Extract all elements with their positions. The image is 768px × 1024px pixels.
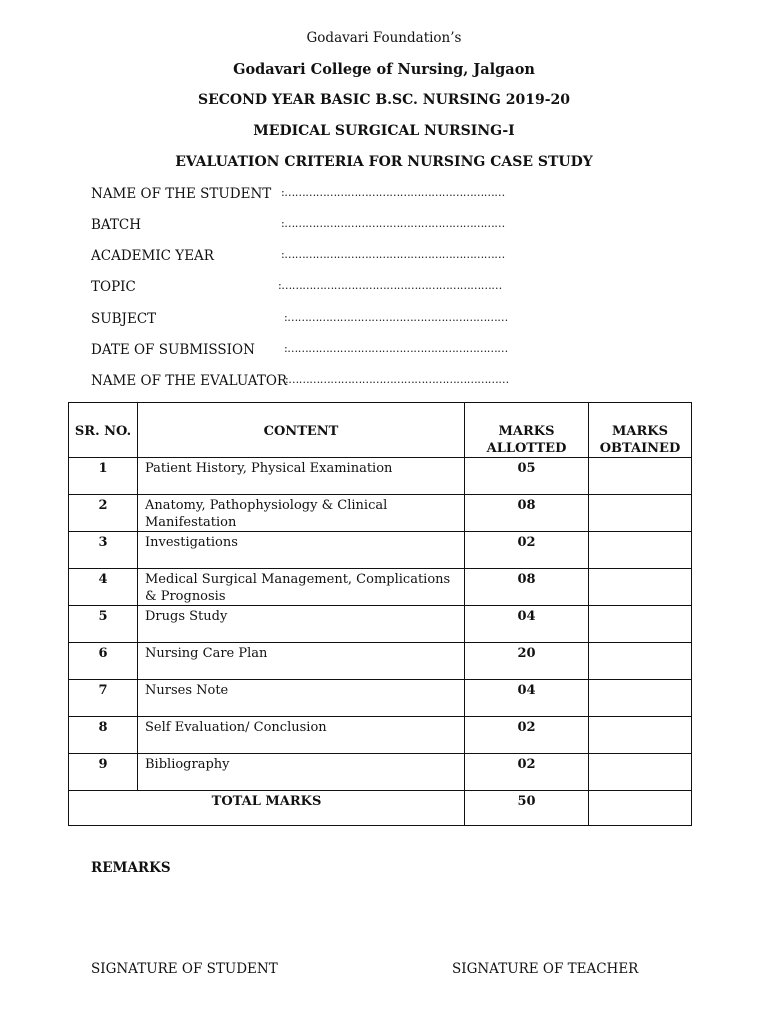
- table-row: [69, 495, 692, 532]
- row-content: Investigations: [138, 532, 465, 569]
- field-blank-line[interactable]: :………………………………………………………: [284, 311, 508, 324]
- row-sr-no: 4: [69, 569, 138, 606]
- row-marks-allotted: 05: [465, 458, 589, 495]
- header-sr-no: SR. NO.: [69, 403, 138, 458]
- row-marks-allotted: 08: [465, 569, 589, 606]
- field-blank-line[interactable]: :………………………………………………………: [281, 248, 505, 261]
- table-row: [69, 606, 692, 643]
- row-sr-no: 7: [69, 680, 138, 717]
- row-sr-no: 5: [69, 606, 138, 643]
- remarks-label: REMARKS: [91, 860, 171, 876]
- row-sr-no: 6: [69, 643, 138, 680]
- row-marks-allotted: 02: [465, 532, 589, 569]
- table-row: [69, 680, 692, 717]
- row-content: Nurses Note: [138, 680, 465, 717]
- field-label: NAME OF THE EVALUATOR: [91, 373, 288, 389]
- row-content: Nursing Care Plan: [138, 643, 465, 680]
- table-row: [69, 569, 692, 606]
- row-sr-no: 8: [69, 717, 138, 754]
- row-marks-obtained[interactable]: [589, 643, 692, 680]
- row-marks-obtained[interactable]: [589, 495, 692, 532]
- row-marks-obtained[interactable]: [589, 717, 692, 754]
- field-label: BATCH: [91, 217, 142, 233]
- row-sr-no: 1: [69, 458, 138, 495]
- row-content: Anatomy, Pathophysiology & Clinical Manifestation: [138, 495, 465, 532]
- field-blank-line[interactable]: :………………………………………………………: [285, 373, 509, 386]
- foundation-name: Godavari Foundation’s: [306, 30, 462, 46]
- table-row: [69, 717, 692, 754]
- row-marks-obtained[interactable]: [589, 458, 692, 495]
- subject-title: MEDICAL SURGICAL NURSING-I: [253, 123, 515, 139]
- table-row: [69, 643, 692, 680]
- row-marks-obtained[interactable]: [589, 569, 692, 606]
- field-blank-line[interactable]: :………………………………………………………: [278, 279, 502, 292]
- field-label: ACADEMIC YEAR: [91, 248, 214, 264]
- row-marks-allotted: 20: [465, 643, 589, 680]
- row-content: Medical Surgical Management, Complications & Prognosis: [138, 569, 465, 606]
- program-title: SECOND YEAR BASIC B.SC. NURSING 2019-20: [198, 92, 570, 108]
- total-row: [69, 791, 692, 826]
- evaluation-table: [68, 402, 692, 826]
- table-header-row: [69, 403, 692, 458]
- table-row: [69, 458, 692, 495]
- row-marks-obtained[interactable]: [589, 532, 692, 569]
- field-blank-line[interactable]: :………………………………………………………: [281, 217, 505, 230]
- row-content: Bibliography: [138, 754, 465, 791]
- row-marks-obtained[interactable]: [589, 754, 692, 791]
- row-marks-allotted: 04: [465, 680, 589, 717]
- field-label: TOPIC: [91, 279, 136, 295]
- table-row: [69, 532, 692, 569]
- header-marks-obtained: MARKS OBTAINED: [589, 403, 692, 458]
- form-title: EVALUATION CRITERIA FOR NURSING CASE STUDY: [175, 154, 593, 170]
- row-sr-no: 2: [69, 495, 138, 532]
- total-marks-obtained[interactable]: [589, 791, 692, 826]
- header-marks-allotted: MARKS ALLOTTED: [465, 403, 589, 458]
- total-marks-allotted: 50: [465, 791, 589, 826]
- table-row: [69, 754, 692, 791]
- row-sr-no: 3: [69, 532, 138, 569]
- college-name: Godavari College of Nursing, Jalgaon: [233, 61, 535, 78]
- total-label: TOTAL MARKS: [69, 791, 465, 826]
- row-content: Drugs Study: [138, 606, 465, 643]
- row-marks-allotted: 02: [465, 717, 589, 754]
- row-content: Patient History, Physical Examination: [138, 458, 465, 495]
- student-signature-label: SIGNATURE OF STUDENT: [91, 961, 278, 977]
- field-label: DATE OF SUBMISSION: [91, 342, 255, 358]
- field-blank-line[interactable]: :………………………………………………………: [281, 186, 505, 199]
- field-blank-line[interactable]: :………………………………………………………: [284, 342, 508, 355]
- header-content: CONTENT: [138, 403, 465, 458]
- field-label: NAME OF THE STUDENT: [91, 186, 272, 202]
- row-marks-allotted: 08: [465, 495, 589, 532]
- field-label: SUBJECT: [91, 311, 157, 327]
- row-marks-obtained[interactable]: [589, 606, 692, 643]
- row-content: Self Evaluation/ Conclusion: [138, 717, 465, 754]
- row-marks-allotted: 02: [465, 754, 589, 791]
- row-sr-no: 9: [69, 754, 138, 791]
- row-marks-obtained[interactable]: [589, 680, 692, 717]
- teacher-signature-label: SIGNATURE OF TEACHER: [452, 961, 639, 977]
- row-marks-allotted: 04: [465, 606, 589, 643]
